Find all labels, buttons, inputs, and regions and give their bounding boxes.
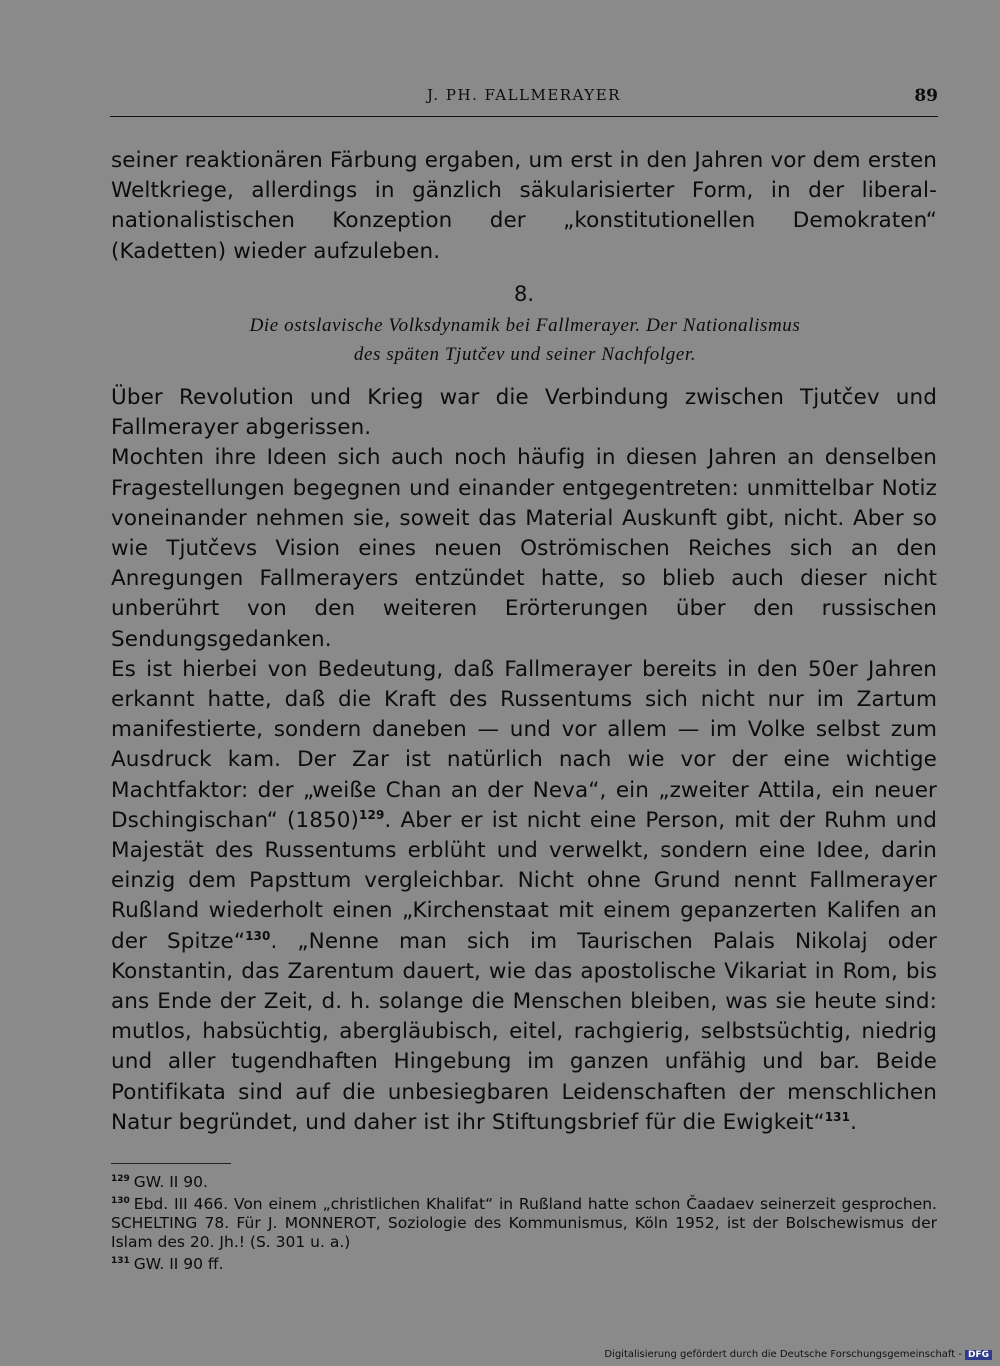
section-title — [150, 311, 900, 369]
paragraph: seiner reaktionären Färbung ergaben, um erst in den Jahren vor dem ersten Weltkriege, allerdings in gänzlich säkularisierter Form, in der liberal-nationalistischen Konzeption der „konstitutionellen Demokraten“ (Kadetten) wieder aufzuleben. — [111, 148, 937, 264]
footnote-number: 130 — [111, 1196, 130, 1207]
paragraph — [111, 655, 937, 1138]
footnote — [111, 1192, 937, 1252]
section-title-line: des späten Tjutčev und seiner Nachfolger. — [353, 344, 697, 365]
page-number: 89 — [914, 86, 938, 106]
paragraph-text: . „Nenne man sich im Taurischen Palais Nikolaj oder Konstantin, das Zarentum dauert, wie das apostolische Vikariat in Rom, bis ans Ende der Zeit, d. h. solange die Menschen bleiben, was sie heute sind: mutlos, habsüchtig, abergläubisch, eitel, rachgierig, selbstsüchtig, niedrig und aller tugendhaften Hingebung im ganzen unfähig und bar. Beide Pontifikata sind auf die unbesiegbaren Leidenschaften der menschlichen Natur begründet, und daher ist ihr Stiftungsbrief für die Ewigkeit“ — [111, 928, 938, 1135]
section-title-line: Die ostslavische Volksdynamik bei Fallmerayer. Der Nationalismus — [249, 315, 801, 336]
paragraph: Über Revolution und Krieg war die Verbindung zwischen Tjutčev und Fallmerayer abgerissen. — [111, 385, 937, 441]
footnote — [111, 1252, 937, 1274]
footnote-reference[interactable]: 130 — [245, 928, 271, 943]
footnotes — [111, 1170, 937, 1274]
page-header — [110, 86, 938, 117]
paragraph-text: . Aber er ist nicht eine Person, mit der Ruhm und Majestät des Russentums erblüht und verwelkt, sondern eine Idee, darin einzig dem Papsttum vergleichbar. Nicht ohne Grund nennt Fallmerayer Rußland wiederholt einen „Kirchenstaat mit einem gepanzerten Kalifen an der Spitze“ — [111, 807, 937, 954]
paragraph-continuation — [111, 146, 937, 267]
section-body — [111, 383, 937, 1138]
footnote-text: GW. II 90 ff. — [133, 1255, 224, 1274]
paragraph: Mochten ihre Ideen sich auch noch häufig in diesen Jahren an denselben Fragestellungen begegnen und einander entgegentreten: unmittelbar Notiz voneinander nehmen sie, soweit das Material Auskunft gibt, nicht. Aber so wie Tjutčevs Vision eines neuen Oströmischen Reiches sich an den Anregungen Fallmerayers entzündet hatte, so blieb auch dieser nicht unberührt von den weiteren Erörterungen über den russischen Sendungsgedanken. — [111, 445, 937, 652]
running-title: J. PH. FALLMERAYER — [427, 86, 621, 104]
footnote-number: 131 — [111, 1256, 130, 1267]
footnote-text: Ebd. III 466. Von einem „christlichen Khalifat“ in Rußland hatte schon Čaadaev seinerzeit gesprochen. SCHELTING 78. Für J. MONNEROT, Soziologie des Kommunismus, Köln 1952, ist der Bolschewismus der Islam des 20. Jh.! (S. 301 u. a.) — [111, 1195, 937, 1252]
footnote-rule — [111, 1163, 231, 1164]
credit-text: Digitalisierung gefördert durch die Deutsche Forschungsgemeinschaft - — [604, 1349, 962, 1360]
section-number: 8. — [513, 282, 535, 306]
footnote — [111, 1170, 937, 1192]
paragraph-text: . — [850, 1109, 858, 1135]
digitization-credit — [604, 1349, 992, 1360]
footnote-reference[interactable]: 131 — [824, 1109, 851, 1124]
dfg-logo-icon: DFG — [965, 1350, 992, 1360]
footnote-reference[interactable]: 129 — [359, 807, 385, 822]
footnote-number: 129 — [111, 1174, 130, 1184]
footnote-text: GW. II 90. — [133, 1173, 208, 1192]
paragraph-text: Es ist hierbei von Bedeutung, daß Fallmerayer bereits in den 50er Jahren erkannt hatte, daß die Kraft des Russentums sich nicht nur im Zartum manifestierte, sondern daneben — und vor allem — im Volke selbst zum Ausdruck kam. Der Zar ist natürlich nach wie vor der eine wichtige Machtfaktor: der „weiße Chan an der Neva“, ein „zweiter Attila, ein neuer Dschingischan“ (1850) — [111, 656, 937, 833]
